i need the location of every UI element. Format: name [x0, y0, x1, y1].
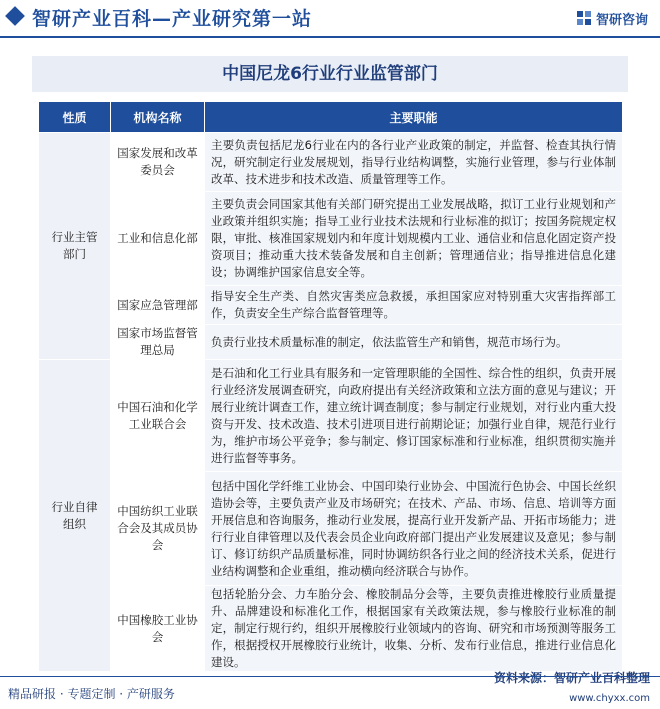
duty-cell: 包括轮胎分会、力车胎分会、橡胶制品分会等，主要负责推进橡胶行业质量提升、品牌建设和标准化工作，根据国家有关政策法规，参与橡胶行业标准的制定，制定行规行约，组织开展橡胶行业领域内的咨询、研究和市场预测等服务工作，根据授权开展橡胶行业统计，收集、分析、发布行业信息，推进行业信息化建设。 — [205, 586, 623, 672]
diamond-bullet-icon — [5, 6, 25, 26]
document-title: 中国尼龙6行业行业监管部门 — [32, 56, 628, 92]
org-cell: 国家发展和改革委员会 — [111, 133, 205, 192]
table-row — [39, 133, 623, 192]
table-row — [39, 586, 623, 672]
org-cell: 工业和信息化部 — [111, 192, 205, 286]
regulator-table — [38, 101, 623, 672]
column-header-nature: 性质 — [39, 102, 111, 133]
brand-logo-icon — [576, 10, 592, 26]
nature-cell: 行业自律组织 — [39, 360, 111, 672]
table-row — [39, 325, 623, 360]
duty-cell: 包括中国化学纤维工业协会、中国印染行业协会、中国流行色协会、中国长丝织造协会等，主要负责产业及市场研究；在技术、产品、市场、信息、培训等方面开展信息和咨询服务，推动行业发展，提高行业开发新产品、开拓市场能力；进行行业自律管理以及代表会员企业向政府部门提出产业发展建议及意见；参与制订、修订纺织产品质量标准，同时协调纺织各行业之间的经济技术关系，促进行业结构调整和企业重组，推动横向经济联合与协作。 — [205, 472, 623, 586]
brand-name: 智研咨询 — [595, 12, 648, 28]
column-header-org: 机构名称 — [111, 102, 205, 133]
brand — [576, 8, 648, 28]
site-title: 智研产业百科—产业研究第一站 — [32, 8, 313, 30]
duty-cell: 是石油和化工行业具有服务和一定管理职能的全国性、综合性的组织，负责开展行业经济发展调查研究，向政府提出有关经济政策和立法方面的意见与建议；开展行业统计调查工作，建立统计调查制度；参与制定行业规划，对行业内重大投资与开发、技术改造、技术引进项目进行前期论证；加强行业自律，规范行业行为，维护市场公平竞争；参与制定、修订国家标准和行业标准，组织贯彻实施并进行监督等事务。 — [205, 360, 623, 472]
footer-slogan: 精品研报 · 专题定制 · 产研服务 — [8, 687, 175, 701]
duty-cell: 负责行业技术质量标准的制定，依法监管生产和销售，规范市场行为。 — [205, 325, 623, 360]
org-cell: 国家市场监督管理总局 — [111, 325, 205, 360]
source-note: 资料来源：智研产业百科整理 — [493, 671, 650, 685]
table-row — [39, 472, 623, 586]
table-header-row — [39, 102, 623, 133]
top-banner — [0, 0, 660, 38]
duty-cell: 主要负责包括尼龙6行业在内的各行业产业政策的制定，并监督、检查其执行情况，研究制定行业发展规划，指导行业结构调整，实施行业管理，参与行业体制改革、技术进步和技术改造、质量管理等工作。 — [205, 133, 623, 192]
org-cell: 中国纺织工业联合会及其成员协会 — [111, 472, 205, 586]
table-row — [39, 360, 623, 472]
org-cell: 国家应急管理部 — [111, 286, 205, 325]
column-header-duty: 主要职能 — [205, 102, 623, 133]
table-row — [39, 192, 623, 286]
duty-cell: 主要负责会同国家其他有关部门研究提出工业发展战略，拟订工业行业规划和产业政策并组织实施；指导工业行业技术法规和行业标准的拟订；按国务院规定权限，审批、核准国家规划内和年度计划规模内工业、通信业和信息化固定资产投资项目；推动重大技术装备发展和自主创新；管理通信业；指导推进信息化建设；协调维护国家信息安全等。 — [205, 192, 623, 286]
footer-url[interactable]: www.chyxx.com — [569, 693, 650, 704]
org-cell: 中国石油和化学工业联合会 — [111, 360, 205, 472]
nature-cell: 行业主管部门 — [39, 133, 111, 360]
duty-cell: 指导安全生产类、自然灾害类应急救援，承担国家应对特别重大灾害指挥部工作，负责安全生产综合监督管理等。 — [205, 286, 623, 325]
table-row — [39, 286, 623, 325]
footer-bar — [0, 676, 660, 709]
org-cell: 中国橡胶工业协会 — [111, 586, 205, 672]
